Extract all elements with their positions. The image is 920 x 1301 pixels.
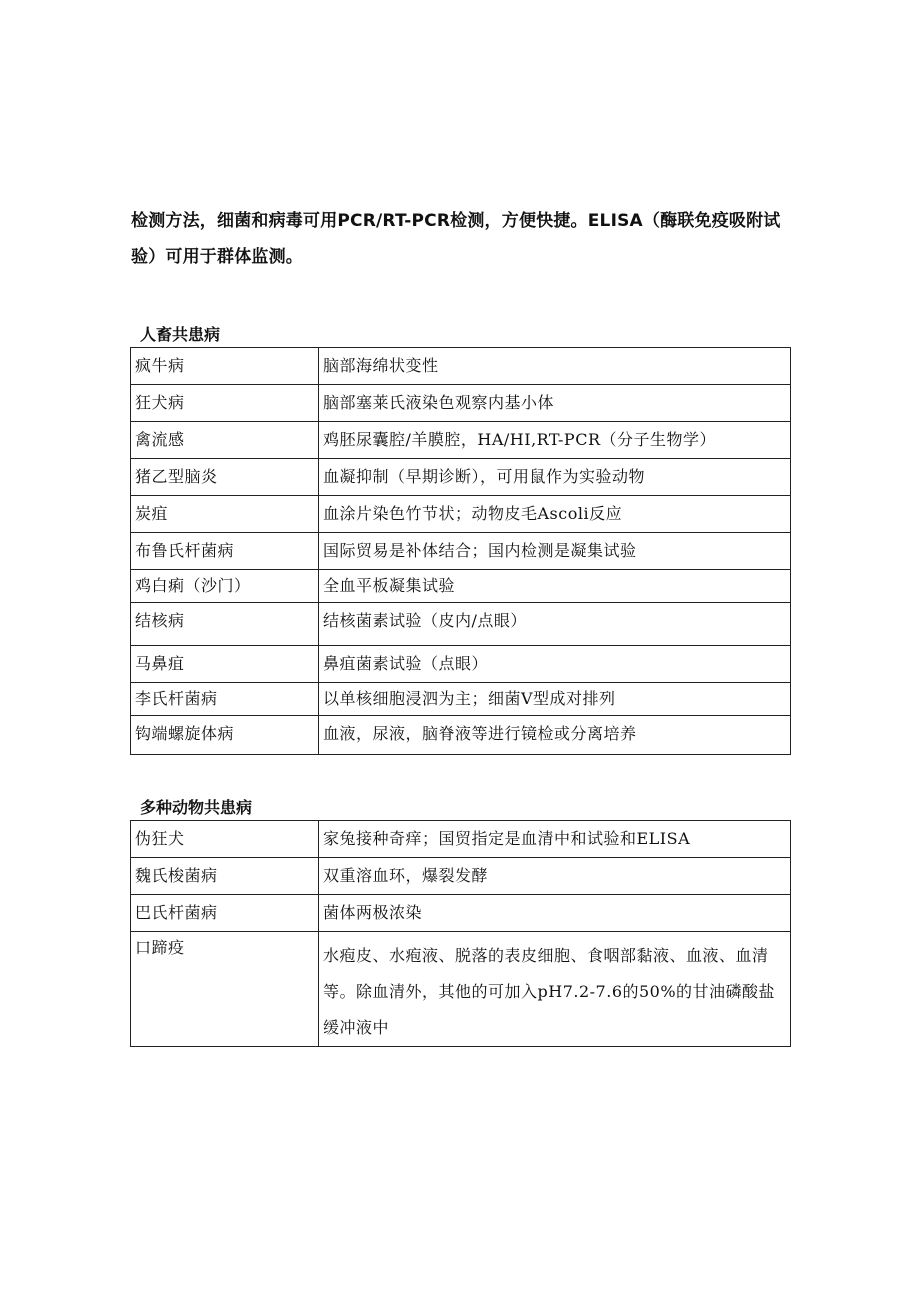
table-row bbox=[131, 932, 791, 1047]
table-row bbox=[131, 422, 791, 459]
table-row bbox=[131, 821, 791, 858]
method-cell: 血涂片染色竹节状；动物皮毛Ascoli反应 bbox=[319, 496, 791, 533]
disease-cell: 猪乙型脑炎 bbox=[131, 459, 319, 496]
table-row bbox=[131, 895, 791, 932]
intro-paragraph bbox=[131, 203, 791, 275]
disease-cell: 疯牛病 bbox=[131, 348, 319, 385]
disease-cell: 结核病 bbox=[131, 603, 319, 646]
table-row bbox=[131, 385, 791, 422]
disease-cell: 口蹄疫 bbox=[131, 932, 319, 1047]
method-cell: 菌体两极浓染 bbox=[319, 895, 791, 932]
intro-line-2: 验）可用于群体监测。 bbox=[131, 247, 303, 267]
method-cell: 结核菌素试验（皮内/点眼） bbox=[319, 603, 791, 646]
intro-line-1: 检测方法，细菌和病毒可用PCR/RT-PCR检测，方便快捷。ELISA（酶联免疫吸附试 bbox=[131, 211, 781, 231]
disease-cell: 禽流感 bbox=[131, 422, 319, 459]
method-cell: 脑部塞莱氏液染色观察内基小体 bbox=[319, 385, 791, 422]
disease-cell: 魏氏梭菌病 bbox=[131, 858, 319, 895]
disease-cell: 炭疽 bbox=[131, 496, 319, 533]
method-cell: 水疱皮、水疱液、脱落的表皮细胞、食咽部黏液、血液、血清等。除血清外，其他的可加入pH7.2-7.6的50%的甘油磷酸盐缓冲液中 bbox=[319, 932, 791, 1047]
table-row bbox=[131, 496, 791, 533]
disease-cell: 巴氏杆菌病 bbox=[131, 895, 319, 932]
section-title-zoonoses: 人畜共患病 bbox=[140, 325, 221, 344]
disease-cell: 狂犬病 bbox=[131, 385, 319, 422]
table-row bbox=[131, 716, 791, 755]
multi-species-table bbox=[130, 820, 791, 1047]
method-cell: 鼻疽菌素试验（点眼） bbox=[319, 646, 791, 683]
method-cell: 鸡胚尿囊腔/羊膜腔，HA/HI,RT-PCR（分子生物学） bbox=[319, 422, 791, 459]
disease-cell: 布鲁氏杆菌病 bbox=[131, 533, 319, 570]
method-cell: 以单核细胞浸泗为主；细菌V型成对排列 bbox=[319, 683, 791, 716]
method-cell: 家兔接种奇痒；国贸指定是血清中和试验和ELISA bbox=[319, 821, 791, 858]
disease-cell: 李氏杆菌病 bbox=[131, 683, 319, 716]
table-row bbox=[131, 533, 791, 570]
table-row bbox=[131, 603, 791, 646]
zoonoses-table bbox=[130, 347, 791, 755]
disease-cell: 伪狂犬 bbox=[131, 821, 319, 858]
method-cell: 血凝抑制（早期诊断），可用鼠作为实验动物 bbox=[319, 459, 791, 496]
section-title-multi-species: 多种动物共患病 bbox=[140, 798, 253, 817]
disease-cell: 鸡白痢（沙门） bbox=[131, 570, 319, 603]
method-cell: 脑部海绵状变性 bbox=[319, 348, 791, 385]
table-row bbox=[131, 683, 791, 716]
method-cell: 国际贸易是补体结合；国内检测是凝集试验 bbox=[319, 533, 791, 570]
table-row bbox=[131, 858, 791, 895]
method-cell: 全血平板凝集试验 bbox=[319, 570, 791, 603]
method-cell: 双重溶血环，爆裂发酵 bbox=[319, 858, 791, 895]
method-cell: 血液，尿液，脑脊液等进行镜检或分离培养 bbox=[319, 716, 791, 755]
table-row bbox=[131, 646, 791, 683]
disease-cell: 钩端螺旋体病 bbox=[131, 716, 319, 755]
disease-cell: 马鼻疽 bbox=[131, 646, 319, 683]
table-row bbox=[131, 348, 791, 385]
table-row bbox=[131, 459, 791, 496]
table-row bbox=[131, 570, 791, 603]
